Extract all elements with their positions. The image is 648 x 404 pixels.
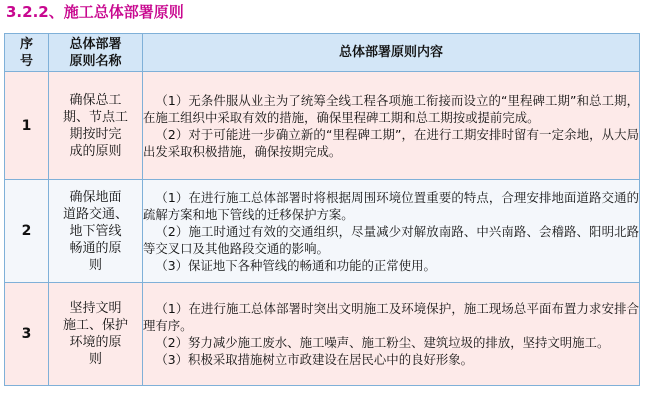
- principle-name: 确保地面 道路交通、 地下管线 畅通的原 则: [49, 180, 143, 283]
- header-principle-content: 总体部署原则内容: [143, 34, 640, 72]
- table-row: [5, 180, 640, 283]
- section-heading: 3.2.2、施工总体部署原则: [6, 3, 184, 21]
- row-number: 1: [5, 72, 49, 180]
- row-number: 2: [5, 180, 49, 283]
- principle-content: [143, 180, 640, 283]
- content-item: （3）积极采取措施树立市政建设在居民心中的良好形象。: [155, 352, 474, 367]
- principle-content: [143, 72, 640, 180]
- table-row: [5, 72, 640, 180]
- content-item: （1）在进行施工总体部署时突出文明施工及环境保护，施工现场总平面布置力求安排合理有序。: [143, 301, 639, 333]
- content-item: （2）努力减少施工废水、施工噪声、施工粉尘、建筑垃圾的排放，坚持文明施工。: [155, 335, 610, 350]
- header-principle-name: 总体部署 原则名称: [49, 34, 143, 72]
- principle-name: 坚持文明 施工、保护 环境的原 则: [49, 283, 143, 386]
- header-no: 序 号: [5, 34, 49, 72]
- content-item: （2）施工时通过有效的交通组织，尽量减少对解放南路、中兴南路、会稽路、阳明北路等交叉口及其他路段交通的影响。: [143, 223, 639, 256]
- table-header-row: [5, 34, 640, 72]
- principle-content: [143, 283, 640, 386]
- principle-name: 确保总工 期、节点工 期按时完 成的原则: [49, 72, 143, 180]
- content-item: （1）在进行施工总体部署时将根据周围环境位置重要的特点，合理安排地面道路交通的疏解方案和地下管线的迁移保护方案。: [143, 189, 639, 222]
- table-row: [5, 283, 640, 386]
- row-number: 3: [5, 283, 49, 386]
- deployment-principles-table: [4, 33, 640, 386]
- content-item: （3）保证地下各种管线的畅通和功能的正常使用。: [155, 257, 436, 273]
- content-item: （2）对于可能进一步确立新的“里程碑工期”，在进行工期安排时留有一定余地，从大局出发采取积极措施，确保按期完成。: [143, 126, 639, 159]
- content-item: （1）无条件服从业主为了统筹全线工程各项施工衔接而设立的“里程碑工期”和总工期，在施工组织中采取有效的措施，确保里程碑工期和总工期按或提前完成。: [143, 92, 639, 125]
